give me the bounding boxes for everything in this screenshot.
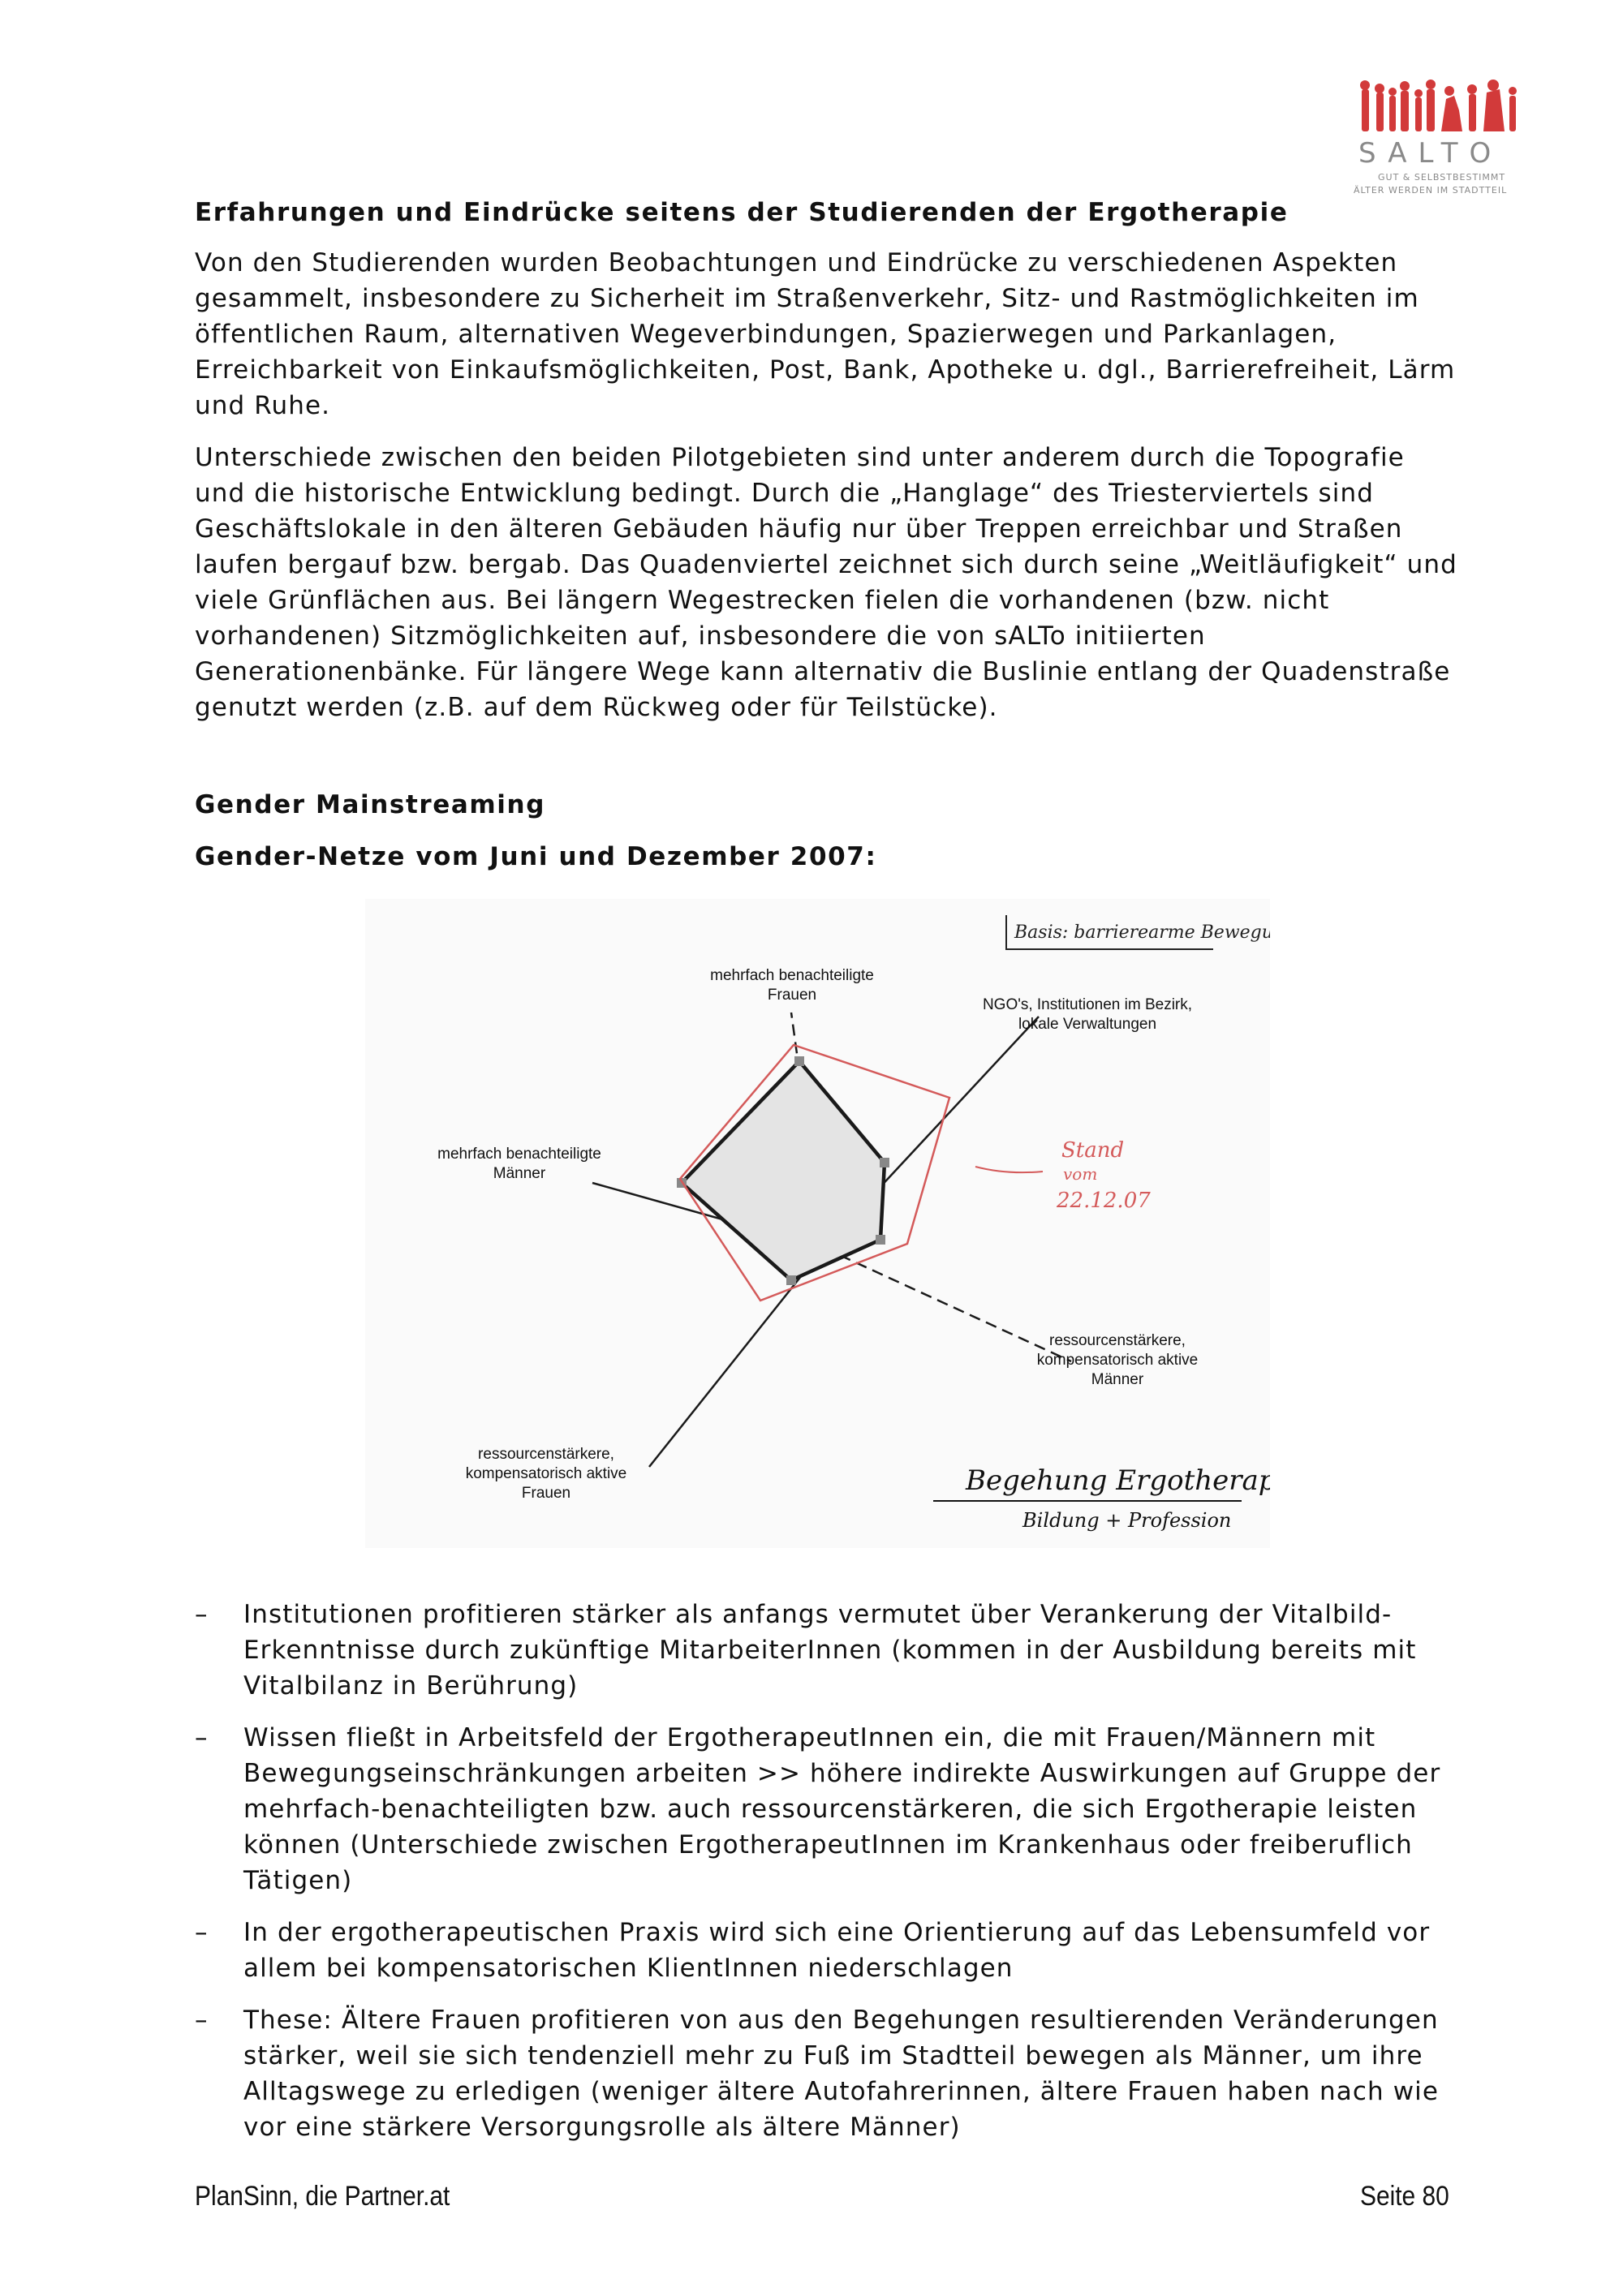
vertex-marker-upper-right [880, 1158, 889, 1167]
list-dash: – [195, 2006, 209, 2035]
list-item-text: Wissen fließt in Arbeitsfeld der ErgotherapeutInnen ein, die mit Frauen/Männern mit Bewegungseinschränkungen arbeiten >> höhere indirekte Auswirkungen auf Gruppe der mehrfach-benachteiligten bzw. auch ressourcenstärkeren, die sich Ergotherapie leisten können (Unterschiede zwischen ErgotherapeutInnen im Krankenhaus oder freiberuflich Tätigen) [243, 1723, 1441, 1895]
list-item [195, 1720, 1461, 1898]
list-item [195, 1915, 1461, 1986]
axis-label-left-line1: mehrfach benachteiligte [437, 1146, 601, 1163]
signature-line2: Bildung + Profession [1022, 1509, 1232, 1532]
stand-note-line2: vom [1063, 1164, 1098, 1184]
basis-note-text: Basis: barrierearme Bewegung [1014, 922, 1270, 943]
section-subheading-gender-nets: Gender-Netze vom Juni und Dezember 2007: [195, 842, 877, 871]
logo-wordmark: SALTO [1358, 137, 1503, 170]
section-heading-ergotherapie: Erfahrungen und Eindrücke seitens der Studierenden der Ergotherapie [195, 198, 1289, 227]
people-silhouettes-icon [1360, 80, 1517, 131]
axis-label-lower-right-line3: Männer [1091, 1371, 1144, 1388]
findings-list [195, 1597, 1461, 2161]
vertex-marker-top [794, 1056, 804, 1066]
footer-publisher: PlanSinn, die Partner.at [195, 2181, 450, 2212]
gender-net-figure [365, 899, 1270, 1548]
section-heading-gender: Gender Mainstreaming [195, 790, 545, 819]
stand-note-line1: Stand [1061, 1138, 1125, 1163]
axis-label-lower-left-line2: kompensatorisch aktive [465, 1465, 627, 1482]
list-dash: – [195, 1918, 209, 1947]
list-item [195, 2002, 1461, 2145]
signature-line1: Begehung Ergotherapie [966, 1464, 1270, 1497]
axis-label-lower-right-line2: kompensatorisch aktive [1036, 1352, 1199, 1369]
paragraph-differences: Unterschiede zwischen den beiden Pilotgebieten sind unter anderem durch die Topografie und die historische Entwicklung bedingt. Durch die „Hanglage“ des Triesterviertels sind Geschäftslokale in den älteren Gebäuden häufig nur über Treppen erreichbar und Straßen laufen bergauf bzw. bergab. Das Quadenviertel zeichnet sich durch seine „Weitläufigkeit“ und viele Grünflächen aus. Bei längern Wegestrecken fielen die vorhandenen (bzw. nicht vorhandenen) Sitzmöglichkeiten auf, insbesondere die von sALTo initiierten Generationenbänke. Für längere Wege kann alternativ die Buslinie entlang der Quadenstraße genutzt werden (z.B. auf dem Rückweg oder für Teilstücke). [195, 443, 1457, 722]
axis-label-lower-left-line3: Frauen [521, 1485, 571, 1502]
paragraph-observations: Von den Studierenden wurden Beobachtungen und Eindrücke zu verschiedenen Aspekten gesammelt, insbesondere zu Sicherheit im Straßenverkehr, Sitz- und Rastmöglichkeiten im öffentlichen Raum, alternativen Wegeverbindungen, Spazierwegen und Parkanlagen, Erreichbarkeit von Einkaufsmöglichkeiten, Post, Bank, Apotheke u. dgl., Barrierefreiheit, Lärm und Ruhe. [195, 248, 1456, 420]
list-item-text: In der ergotherapeutischen Praxis wird sich eine Orientierung auf das Lebensumfeld vor allem bei kompensatorischen KlientInnen niederschlagen [243, 1918, 1431, 1983]
gender-net-diagram [365, 899, 1270, 1548]
stand-note-line3: 22.12.07 [1057, 1189, 1151, 1213]
list-dash: – [195, 1600, 209, 1629]
list-item [195, 1597, 1461, 1704]
axis-label-lower-right-line1: ressourcenstärkere, [1049, 1332, 1186, 1349]
logo-tagline-2: ÄLTER WERDEN IM STADTTEIL [1354, 185, 1508, 196]
vertex-marker-lower-right [876, 1235, 885, 1245]
axis-label-top-line2: Frauen [767, 987, 817, 1004]
axis-label-upper-right-line1: NGO's, Institutionen im Bezirk, [982, 996, 1193, 1013]
list-item-text: These: Ältere Frauen profitieren von aus den Begehungen resultierenden Veränderungen stärker, weil sie sich tendenziell mehr zu Fuß im Stadtteil bewegen als Männer, um ihre Alltagswege zu erledigen (weniger ältere Autofahrerinnen, ältere Frauen haben nach wie vor eine stärkere Versorgungsrolle als ältere Männer) [243, 2006, 1440, 2142]
axis-label-lower-left-line1: ressourcenstärkere, [478, 1446, 614, 1463]
list-item-text: Institutionen profitieren stärker als anfangs vermutet über Verankerung der Vitalbild-Erkenntnisse durch zukünftige MitarbeiterInnen (kommen in der Ausbildung bereits mit Vitalbilanz in Berührung) [243, 1600, 1417, 1701]
axis-label-left-line2: Männer [493, 1165, 546, 1182]
axis-label-upper-right-line2: lokale Verwaltungen [1018, 1016, 1157, 1033]
main-content [195, 187, 1461, 871]
vertex-marker-lower-left [786, 1275, 796, 1285]
axis-label-top-line1: mehrfach benachteiligte [710, 967, 874, 984]
footer-page-number: Seite 80 [1360, 2181, 1449, 2212]
logo-tagline-1: GUT & SELBSTBESTIMMT [1378, 172, 1506, 183]
list-dash: – [195, 1723, 209, 1752]
